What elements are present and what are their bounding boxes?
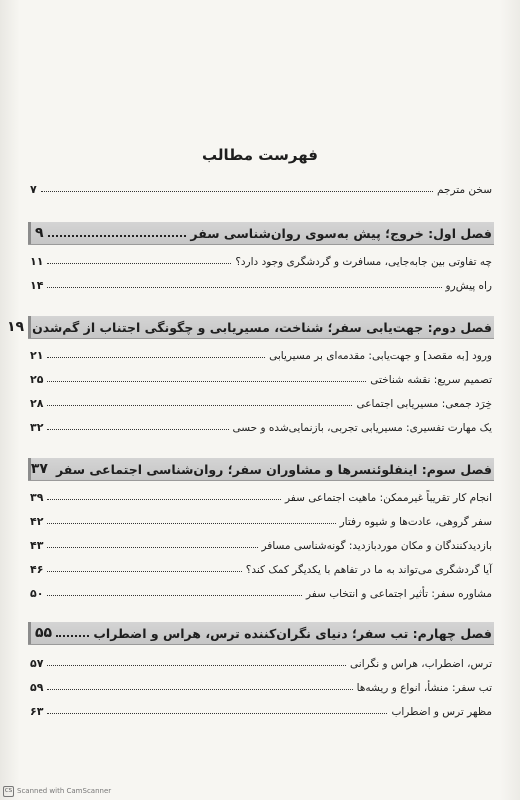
chapter-heading-2	[6, 316, 494, 338]
toc-entry	[30, 676, 492, 694]
dot-leader	[47, 263, 231, 264]
toc-entry-page: ۲۵	[30, 373, 44, 386]
toc-entry-page: ۴۳	[30, 539, 44, 552]
divider	[28, 480, 494, 481]
chapter-page: ۳۷	[30, 461, 48, 477]
chapter-title: فصل اول: خروج؛ پیش به‌سوی روان‌شناسی سفر	[190, 226, 492, 241]
toc-entry-text: مشاوره سفر: تأثیر اجتماعی و انتخاب سفر	[305, 588, 492, 600]
dot-leader	[47, 499, 281, 500]
dot-leader	[47, 713, 387, 714]
scanner-label: Scanned with CamScanner	[17, 787, 112, 795]
toc-entry-text: ترس، اضطراب، هراس و نگرانی	[350, 658, 492, 670]
dot-leader	[48, 235, 187, 237]
dot-leader	[47, 547, 257, 548]
dot-leader	[47, 571, 241, 572]
chapter-page: ۱۹	[6, 319, 25, 335]
chapter-title: فصل چهارم: تب سفر؛ دنیای نگران‌کننده ترس، هراس و اضطراب	[93, 626, 492, 641]
toc-entry-text: یک مهارت تفسیری: مسیریابی تجربی، بازنمایی‌شده و حسی	[232, 422, 492, 434]
toc-entry	[30, 486, 492, 504]
toc-entry	[30, 558, 492, 576]
toc-entry-text: انجام کار تقریباً غیرممکن: ماهیت اجتماعی سفر	[284, 492, 492, 504]
toc-entry-text: سخن مترجم	[437, 184, 492, 196]
toc-entry-page: ۳۲	[30, 421, 44, 434]
dot-leader	[47, 595, 302, 596]
toc-entry	[30, 344, 492, 362]
divider	[28, 338, 494, 339]
divider	[28, 244, 494, 245]
toc-entry-page: ۱۱	[30, 255, 44, 268]
chapter-heading-3	[28, 458, 494, 480]
dot-leader	[47, 689, 352, 690]
toc-entry-text: راه پیش‌رو	[445, 280, 492, 292]
toc-entry-preface	[30, 178, 492, 196]
toc-entry-page: ۱۴	[30, 279, 44, 292]
toc-entry	[30, 534, 492, 552]
toc-entry-page: ۵۷	[30, 657, 44, 670]
toc-entry-text: بازدیدکنندگان و مکان موردبازدید: گونه‌شناسی مسافر	[261, 540, 492, 552]
dot-leader	[56, 635, 89, 637]
toc-entry-page: ۵۰	[30, 587, 44, 600]
dot-leader	[47, 523, 335, 524]
toc-entry-page: ۳۹	[30, 491, 44, 504]
dot-leader	[47, 665, 346, 666]
chapter-page: ۹	[35, 225, 44, 241]
divider	[28, 644, 494, 645]
toc-entry	[30, 416, 492, 434]
toc-entry-page: ۴۶	[30, 563, 44, 576]
toc-entry-page: ۷	[30, 183, 37, 196]
page-title: فهرست مطالب	[202, 146, 318, 164]
toc-entry-text: ورود [به مقصد] و جهت‌یابی: مقدمه‌ای بر مسیریابی	[269, 350, 492, 362]
chapter-title: فصل دوم: جهت‌یابی سفر؛ شناخت، مسیریابی و چگونگی اجتناب از گم‌شدن	[32, 320, 492, 335]
toc-entry-text: خِرَد جمعی: مسیریابی اجتماعی	[356, 398, 492, 410]
dot-leader	[47, 381, 366, 382]
toc-entry-page: ۲۱	[30, 349, 44, 362]
toc-entry-text: آیا گردشگری می‌تواند به ما در تفاهم با یکدیگر کمک کند؟	[245, 564, 492, 576]
scanner-watermark	[3, 785, 111, 797]
chapter-title: فصل سوم: اینفلوئنسرها و مشاوران سفر؛ روان‌شناسی اجتماعی سفر	[55, 462, 492, 477]
dot-leader	[47, 287, 441, 288]
dot-leader	[47, 429, 228, 430]
chapter-heading-1	[28, 222, 494, 244]
toc-entry-text: چه تفاوتی بین جابه‌جایی، مسافرت و گردشگری وجود دارد؟	[235, 256, 492, 268]
toc-entry-text: سفر گروهی، عادت‌ها و شیوه رفتار	[339, 516, 492, 528]
toc-entry	[30, 392, 492, 410]
toc-entry-page: ۴۲	[30, 515, 44, 528]
camscanner-logo-icon: CS	[3, 786, 14, 797]
toc-entry	[30, 510, 492, 528]
toc-entry-page: ۶۳	[30, 705, 44, 718]
toc-entry	[30, 368, 492, 386]
toc-entry	[30, 274, 492, 292]
chapter-heading-4	[28, 622, 494, 644]
dot-leader	[47, 357, 265, 358]
toc-entry-text: تب سفر: منشأ، انواع و ریشه‌ها	[356, 682, 492, 694]
chapter-page: ۵۵	[35, 625, 53, 641]
dot-leader	[41, 191, 433, 192]
toc-entry	[30, 582, 492, 600]
toc-entry	[30, 700, 492, 718]
toc-entry-text: تصمیم سریع: نقشه شناختی	[370, 374, 492, 386]
toc-entry-page: ۲۸	[30, 397, 44, 410]
toc-entry-page: ۵۹	[30, 681, 44, 694]
toc-entry	[30, 250, 492, 268]
dot-leader	[47, 405, 352, 406]
toc-entry-text: مظهر ترس و اضطراب	[391, 706, 492, 718]
toc-entry	[30, 652, 492, 670]
